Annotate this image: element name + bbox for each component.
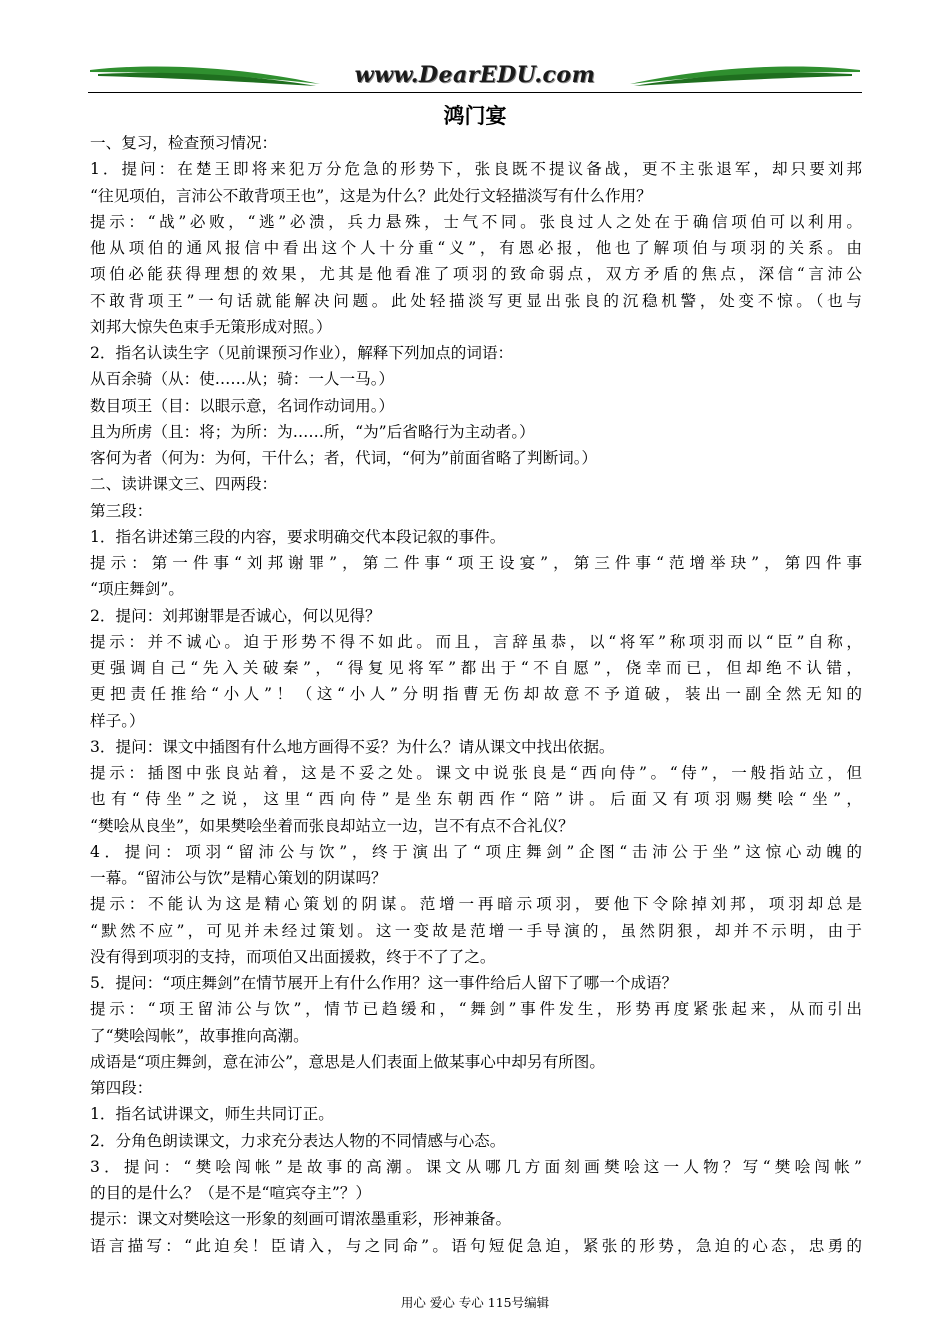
text-line: “往见项伯，言沛公不敢背项王也”，这是为什么？此处行文轻描淡写有什么作用？ <box>90 186 652 205</box>
text-line: 不敢背项王”一句话就能解决问题。此处轻描淡写更显出张良的沉稳机警，处变不惊。（也与 <box>90 291 862 310</box>
text-line: 成语是“项庄舞剑，意在沛公”，意思是人们表面上做某事心中却另有所图。 <box>90 1052 605 1071</box>
text-line: 刘邦大惊失色束手无策形成对照。） <box>90 317 332 336</box>
document-body <box>90 130 862 1259</box>
text-line: 1．指名试讲课文，师生共同订正。 <box>90 1105 334 1124</box>
text-line: 提示：“项王留沛公与饮”，情节已趋缓和，“舞剑”事件发生，形势再度紧张起来，从而引出 <box>90 1000 862 1019</box>
text-line: 他从项伯的通风报信中看出这个人十分重“义”，有恩必报，他也了解项伯与项羽的关系。由 <box>90 239 862 257</box>
text-line: 2．提问：刘邦谢罪是否诚心，何以见得？ <box>90 606 381 625</box>
text-line: 提示：“战”必败，“逃”必溃，兵力悬殊，士气不同。张良过人之处在于确信项伯可以利用。 <box>90 212 862 231</box>
text-line: “项庄舞剑”。 <box>90 580 184 599</box>
text-line: 一、复习，检查预习情况： <box>90 134 278 152</box>
page-footer: 用心 爱心 专心 115号编辑 <box>400 1295 550 1310</box>
text-line: 提示：课文对樊哙这一形象的刻画可谓浓墨重彩，形神兼备。 <box>90 1210 512 1229</box>
document-title: 鸿门宴 <box>443 103 507 128</box>
header-divider <box>88 92 862 93</box>
text-line: 4．提问：项羽“留沛公与饮”，终于演出了“项庄舞剑”企图“击沛公于坐”这惊心动魄的 <box>90 842 862 861</box>
site-header-banner <box>88 58 862 94</box>
text-line: 第四段： <box>90 1079 153 1097</box>
text-line: “默然不应”，可见并未经过策划。这一变故是范增一手导演的，虽然阴狠，却并不示明，由于 <box>90 921 862 940</box>
text-line: 5．提问：“项庄舞剑”在情节展开上有什么作用？这一事件给后人留下了哪一个成语？ <box>90 974 678 992</box>
text-line: 的目的是什么？（是不是“喧宾夺主”？） <box>90 1184 372 1202</box>
text-line: 二、读讲课文三、四两段： <box>90 475 278 494</box>
text-line: 数目项王（目：以眼示意，名词作动词用。） <box>90 396 395 415</box>
text-line: 更强调自己“先入关破秦”，“得复见将军”都出于“不自愿”，侥幸而已，但却绝不认错， <box>90 659 862 677</box>
text-line: 2．分角色朗读课文，力求充分表达人物的不同情感与心态。 <box>90 1131 506 1150</box>
text-line: 了“樊哙闯帐”，故事推向高潮。 <box>90 1026 309 1045</box>
text-line: 1．提问：在楚王即将来犯万分危急的形势下，张良既不提议备战，更不主张退军，却只要刘邦 <box>90 160 862 179</box>
text-line: 提示：并不诚心。迫于形势不得不如此。而且，言辞虽恭，以“将军”称项羽而以“臣”自称， <box>90 632 862 651</box>
text-line: 3．提问：“樊哙闯帐”是故事的高潮。课文从哪几方面刻画樊哙这一人物？写“樊哙闯帐” <box>90 1157 862 1176</box>
text-line: 更把责任推给“小人”！（这“小人”分明指曹无伤却故意不予道破，装出一副全然无知的 <box>90 685 862 704</box>
text-line: 2．指名认读生字（见前课预习作业），解释下列加点的词语： <box>90 344 514 362</box>
text-line: 提示：不能认为这是精心策划的阴谋。范增一再暗示项羽，要他下令除掉刘邦，项羽却总是 <box>90 895 862 914</box>
text-line: 提示：插图中张良站着，这是不妥之处。课文中说张良是“西向侍”。“侍”，一般指站立，但 <box>90 764 862 782</box>
text-line: 语言描写：“此迫矣！臣请入，与之同命”。语句短促急迫，紧张的形势，急迫的心态，忠勇的 <box>90 1236 862 1255</box>
text-line: 且为所虏（且：将；为所：为……所，“为”后省略行为主动者。） <box>90 422 535 441</box>
text-line: 样子。） <box>90 711 145 730</box>
text-line: 也有“侍坐”之说，这里“西向侍”是坐东朝西作“陪”讲。后面又有项羽赐樊哙“坐”， <box>90 790 862 809</box>
text-line: “樊哙从良坐”，如果樊哙坐着而张良却站立一边，岂不有点不合礼仪？ <box>90 816 574 835</box>
text-line: 客何为者（何为：为何，干什么；者，代词，“何为”前面省略了判断词。） <box>90 449 598 467</box>
text-line: 第三段： <box>90 501 153 520</box>
text-line: 一幕。“留沛公与饮”是精心策划的阴谋吗？ <box>90 869 387 887</box>
text-line: 1．指名讲述第三段的内容，要求明确交代本段记叙的事件。 <box>90 527 506 546</box>
site-logo-text: www.DearEDU.com <box>354 62 596 88</box>
text-line: 从百余骑（从：使……从；骑：一人一马。） <box>90 370 395 389</box>
text-line: 项伯必能获得理想的效果，尤其是他看准了项羽的致命弱点，双方矛盾的焦点，深信“言沛公 <box>90 265 862 284</box>
text-line: 提示：第一件事“刘邦谢罪”，第二件事“项王设宴”，第三件事“范增举玦”，第四件事 <box>90 554 862 572</box>
text-line: 3．提问：课文中插图有什么地方画得不妥？为什么？请从课文中找出依据。 <box>90 737 615 756</box>
text-line: 没有得到项羽的支持，而项伯又出面援救，终于不了了之。 <box>90 947 496 966</box>
